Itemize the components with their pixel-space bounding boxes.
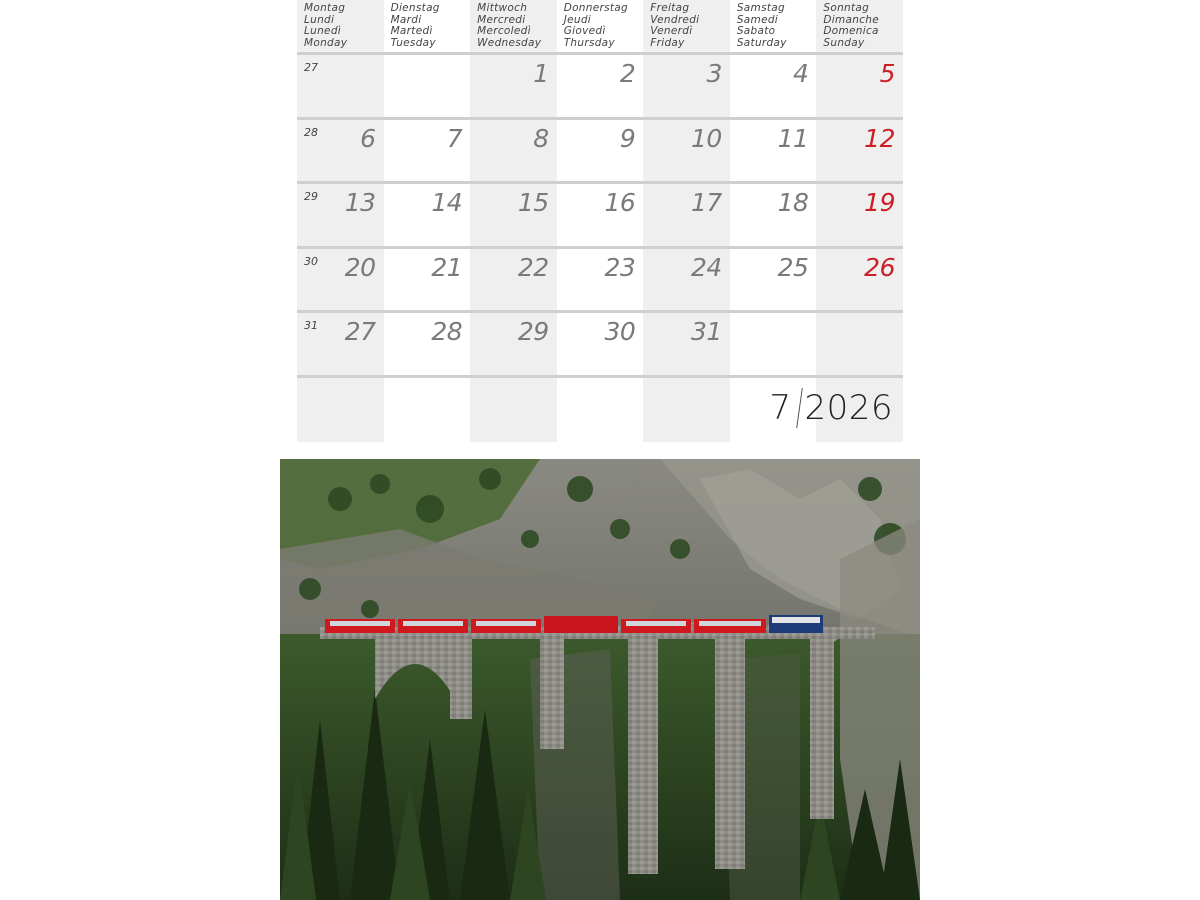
date-cell: 30 [604,317,636,346]
landscape-photo [280,459,920,900]
weekday-friday: Freitag Vendredi Venerdì Friday [650,2,700,49]
date-cell: 21 [431,253,463,282]
date-cell: 15 [517,188,549,217]
row-divider [297,52,903,55]
week-number: 31 [304,319,318,332]
date-cell: 4 [793,59,809,88]
calendar-grid [297,0,903,442]
date-cell-sunday: 26 [864,253,895,282]
row-divider [297,117,903,120]
date-cell: 23 [604,253,636,282]
date-cell: 7 [446,124,463,153]
date-cell: 31 [691,317,722,346]
date-cell: 16 [604,188,636,217]
date-cell: 22 [517,253,549,282]
date-cell-sunday: 19 [864,188,895,217]
row-divider [297,246,903,249]
date-cell: 2 [619,59,636,88]
date-cell: 25 [777,253,809,282]
date-cell: 9 [619,124,636,153]
date-cell-sunday: 12 [864,124,895,153]
week-number: 29 [304,190,318,203]
date-cell: 1 [533,59,549,88]
date-cell: 29 [517,317,549,346]
date-cell: 28 [431,317,463,346]
weekday-saturday: Samstag Samedi Sabato Saturday [736,2,787,49]
date-cell: 18 [777,188,809,217]
date-cell: 17 [691,188,722,217]
date-cell: 13 [344,188,376,217]
year-number: 2026 [804,388,893,428]
weekday-wednesday: Mittwoch Mercredi Mercoledì Wednesday [477,2,542,49]
weekday-header [297,0,903,54]
date-cell: 14 [431,188,463,217]
date-cell: 27 [344,317,376,346]
week-number: 27 [304,61,318,74]
weekday-sunday: Sonntag Dimanche Domenica Sunday [823,2,880,49]
weekday-monday: Montag Lundi Lunedì Monday [304,2,348,49]
month-number: 7 [769,388,792,428]
date-cell: 10 [691,124,722,153]
week-number: 30 [304,255,318,268]
viaduct-train-photo [280,459,920,900]
date-cell-sunday: 5 [879,59,895,88]
date-cell: 6 [360,124,376,153]
date-cell: 20 [344,253,376,282]
weekday-thursday: Donnerstag Jeudi Giovedì Thursday [563,2,628,49]
row-divider [297,310,903,313]
month-year-label [769,388,893,428]
week-number: 28 [304,126,318,139]
row-divider [297,375,903,378]
date-cell: 11 [777,124,809,153]
date-cell: 3 [706,59,722,88]
weekday-tuesday: Dienstag Mardi Martedì Tuesday [390,2,440,49]
date-cell: 8 [533,124,549,153]
row-divider [297,181,903,184]
month-year-separator [797,388,804,428]
date-cell: 24 [691,253,722,282]
